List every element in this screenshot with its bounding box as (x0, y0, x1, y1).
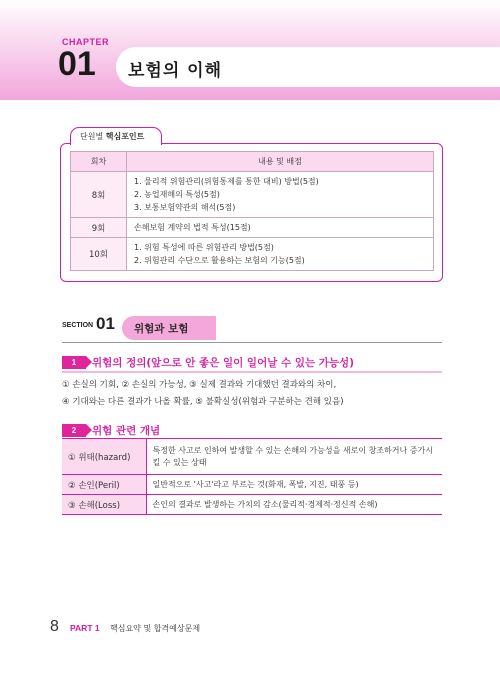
chapter-label: CHAPTER (62, 37, 110, 47)
footer-part-label: PART 1 (70, 623, 100, 633)
table-row (71, 172, 434, 218)
term-cell: ③ 손해(Loss) (62, 495, 146, 515)
chapter-title: 보험의 이해 (128, 61, 223, 81)
content-cell: 1. 물리적 위험관리(위험통제를 통한 대비) 방법(5점) 2. 농업재해의 특성(5점) 3. 보통보험약관의 해석(5점) (127, 172, 434, 218)
section-divider (62, 342, 442, 343)
risk-terms-table (62, 438, 442, 515)
table-row (71, 218, 434, 238)
body-text: ① 손실의 기회, ② 손실의 가능성, ③ 실제 결과와 기대했던 결과와의 차이, (62, 380, 337, 390)
footer-subtitle: 핵심요약 및 합격예상문제 (110, 624, 201, 633)
subheading-badge: 1 (62, 356, 86, 369)
desc-cell: 일반적으로 '사고'라고 부르는 것(화재, 폭발, 지진, 태풍 등) (146, 475, 442, 495)
subheading-2 (62, 424, 442, 439)
subheading-title: 위험 관련 개념 (92, 425, 161, 437)
subheading-badge: 2 (62, 424, 86, 437)
page-number: 8 (50, 618, 59, 635)
content-cell: 손해보험 계약의 법적 특성(15점) (127, 218, 434, 238)
section-label: SECTION (62, 322, 94, 329)
term-cell: ① 위태(hazard) (62, 439, 146, 475)
round-cell: 8회 (71, 172, 127, 218)
subheading-underline (62, 371, 442, 373)
table-row (62, 439, 442, 475)
table-row (62, 495, 442, 515)
chapter-number: 01 (58, 45, 96, 83)
section-number: 01 (96, 314, 115, 333)
desc-cell: 손인의 결과로 발생하는 가치의 감소(물리적·경제적·정신적 손해) (146, 495, 442, 515)
header-round: 회차 (71, 152, 127, 172)
term-cell: ② 손인(Peril) (62, 475, 146, 495)
body-text: ④ 기대와는 다른 결과가 나올 확률, ⑤ 불확실성(위험과 구분하는 견해 있음) (62, 397, 344, 407)
table-row (62, 475, 442, 495)
subheading-1 (62, 356, 442, 371)
content-cell: 1. 위험 특성에 따른 위험관리 방법(5점) 2. 위험관리 수단으로 활용하는 보험의 기능(5점) (127, 238, 434, 271)
round-cell: 10회 (71, 238, 127, 271)
round-cell: 9회 (71, 218, 127, 238)
key-points-tab-label: 단원별 핵심포인트 (80, 132, 145, 141)
header-content: 내용 및 배점 (127, 152, 434, 172)
table-row (71, 238, 434, 271)
subheading-title: 위험의 정의(앞으로 안 좋은 일이 일어날 수 있는 가능성) (92, 357, 354, 369)
desc-cell: 특정한 사고로 인하여 발생할 수 있는 손해의 가능성을 새로이 창조하거나 증가시킬 수 있는 상태 (146, 439, 442, 475)
key-points-table (70, 151, 434, 271)
section-title: 위험과 보험 (134, 323, 189, 335)
